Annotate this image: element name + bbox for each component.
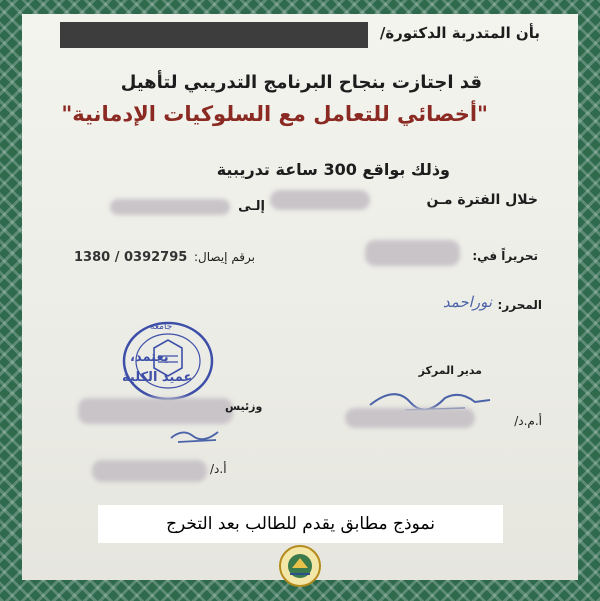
stamp-top-text: جامعة <box>150 322 173 332</box>
issued-label: تحريراً في: <box>472 249 538 263</box>
emblem-logo <box>278 544 322 588</box>
trainee-line: بأن المتدربة الدكتورة/ <box>379 24 540 42</box>
dean-label: وزئيس <box>225 400 263 413</box>
period-to-label: إلـى <box>238 199 265 214</box>
hours-line: وذلك بواقع 300 ساعة تدريبية <box>216 160 450 179</box>
passed-line: قد اجتازت بنجاح البرنامج التدريبي لتأهيل <box>120 72 482 93</box>
receipt-number: 1380 / 0392795 <box>74 250 188 265</box>
director-title: أ.م.د/ <box>514 414 542 428</box>
certificate-paper <box>22 14 578 580</box>
prof-title: أ.د/ <box>210 462 227 476</box>
redacted-dean-name <box>78 398 233 424</box>
dean-signature <box>168 424 223 446</box>
period-label: خلال الفترة مـن <box>426 192 538 208</box>
program-name: "أخصائي للتعامل مع السلوكيات الإدمانية" <box>61 102 488 126</box>
receipt-label: برقم إيصال: <box>194 250 255 264</box>
stamp-approval: يعتمد، <box>130 350 169 365</box>
dean-stamp-text: عميد الكلية <box>122 370 193 385</box>
editor-label: المحرر: <box>497 298 542 312</box>
redacted-issue-date <box>365 240 460 266</box>
redacted-name <box>60 22 368 48</box>
editor-signature: نوراحمد <box>442 293 492 311</box>
redacted-start-date <box>270 190 370 210</box>
center-director-label: مدير المركز <box>418 364 482 377</box>
redacted-end-date <box>110 199 230 215</box>
caption-label: نموذج مطابق يقدم للطالب بعد التخرج <box>98 505 503 543</box>
redacted-prof-name <box>92 460 207 482</box>
redacted-director-name <box>345 408 475 428</box>
